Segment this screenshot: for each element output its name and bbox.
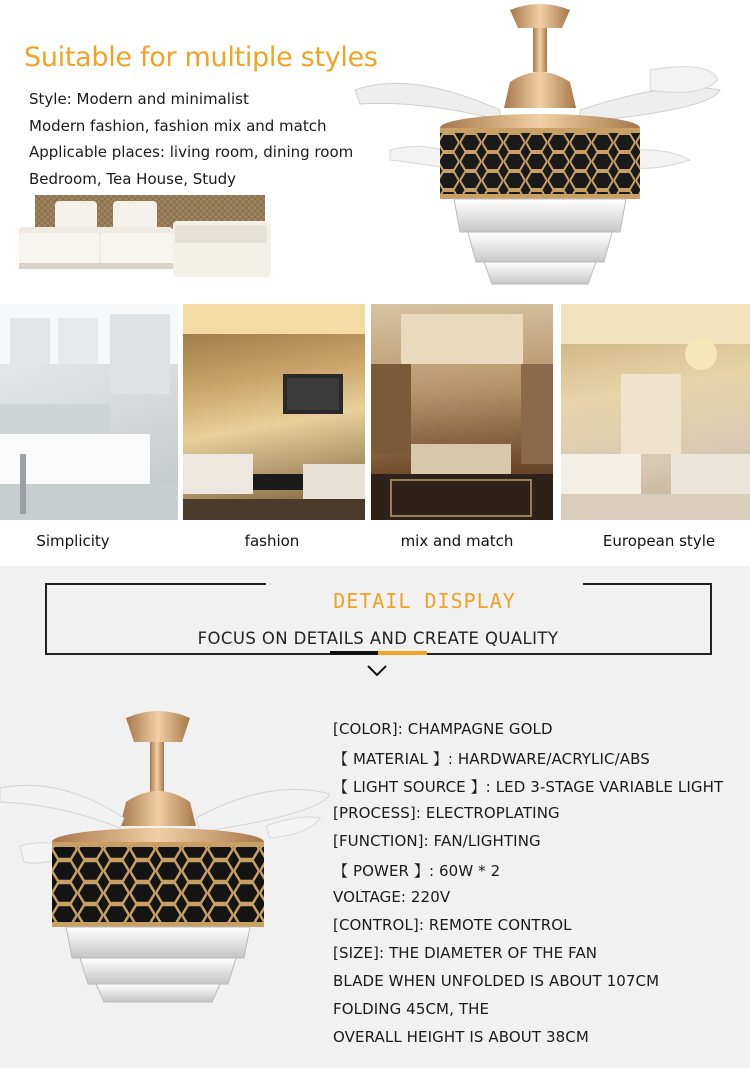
underline-gold: [378, 651, 427, 655]
hero-line-places: Applicable places: living room, dining room: [29, 143, 354, 161]
hero-title: Suitable for multiple styles: [24, 42, 378, 73]
spec-material: 【 MATERIAL 】: HARDWARE/ACRYLIC/ABS: [333, 750, 650, 768]
style-caption-mix-and-match: mix and match: [400, 532, 514, 550]
chevron-down-icon: [366, 663, 388, 679]
sofa-image: [15, 193, 275, 283]
fan-detail-image: [0, 706, 330, 1006]
underline-black: [330, 651, 378, 655]
spec-power: 【 POWER 】: 60W * 2: [333, 862, 501, 880]
mix-and-match-photo: [371, 304, 553, 520]
detail-subtitle: FOCUS ON DETAILS AND CREATE QUALITY: [160, 626, 596, 652]
style-caption-simplicity: Simplicity: [36, 532, 110, 550]
style-caption-fashion: fashion: [244, 532, 300, 550]
simplicity-photo: [0, 304, 178, 520]
spec-color: [COLOR]: CHAMPAGNE GOLD: [333, 720, 553, 738]
spec-size-unfolded: BLADE WHEN UNFOLDED IS ABOUT 107CM: [333, 972, 660, 990]
european-style-photo: [561, 304, 750, 520]
detail-title: DETAIL DISPLAY: [333, 589, 516, 613]
spec-control: [CONTROL]: REMOTE CONTROL: [333, 916, 572, 934]
spec-size-height: OVERALL HEIGHT IS ABOUT 38CM: [333, 1028, 589, 1046]
hero-line-rooms: Bedroom, Tea House, Study: [29, 170, 237, 188]
ceiling-fan-image: [350, 0, 730, 296]
frame-top-left: [45, 583, 266, 585]
fashion-photo: [183, 304, 365, 520]
spec-function: [FUNCTION]: FAN/LIGHTING: [333, 832, 541, 850]
spec-size-folding: FOLDING 45CM, THE: [333, 1000, 490, 1018]
spec-voltage: VOLTAGE: 220V: [333, 888, 451, 906]
spec-light-source: 【 LIGHT SOURCE 】: LED 3-STAGE VARIABLE LIGHT: [333, 778, 724, 796]
hero-line-style: Style: Modern and minimalist: [29, 90, 249, 108]
spec-size: [SIZE]: THE DIAMETER OF THE FAN: [333, 944, 598, 962]
style-caption-european: European style: [602, 532, 716, 550]
hero-line-fashion: Modern fashion, fashion mix and match: [29, 117, 327, 135]
spec-process: [PROCESS]: ELECTROPLATING: [333, 804, 560, 822]
frame-top-right: [583, 583, 712, 585]
